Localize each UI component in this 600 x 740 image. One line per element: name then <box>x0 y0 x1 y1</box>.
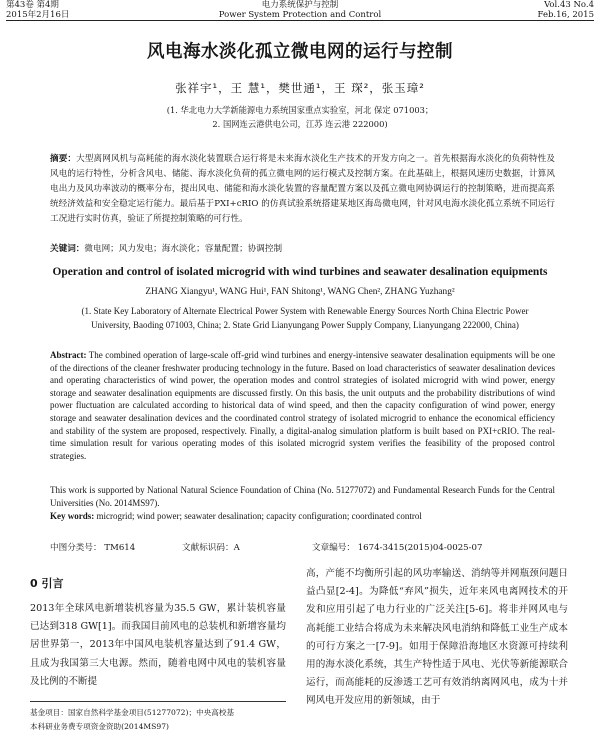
header-date-en: Feb.16, 2015 <box>537 10 594 20</box>
header-rule <box>6 20 594 21</box>
funding-en: This work is supported by National Natural Science Foundation of China (No. 51277072) and Fundamental Research Funds for the Central Universities (No. 2014MS97). <box>50 485 555 508</box>
keywords-cn-text: 微电网；风力发电；海水淡化；容量配置；协调控制 <box>84 244 283 254</box>
header-date: 2015年2月16日 <box>6 10 70 20</box>
intro-right-text: 高，产能不均衡所引起的风功率输送、消纳等并网瓶颈问题日益凸显[2-4]。为降低“弃风”损失，近年来风电离网技术的开发和应用引起了电力行业的广泛关注[5-6]。将非并网风电与高耗能工业结合将成为未来解决风电消纳和降低工业生产成本的可行方案之一[7-9]。如用于保障沿海地区水资源可持续利用的海水淡化系统，其生产特性适于风电、光伏等新能源联合运行，而高能耗的反渗透工艺可有效消纳离网风电，成为十并网风电开发应用的新领域，由于 <box>306 568 568 707</box>
abstract-cn <box>50 152 555 227</box>
intro-left-text: 2013年全球风电新增装机容量为35.5 GW，累计装机容量已达到318 GW[1]。而我国目前风电的总装机和新增容量均居世界第一，2013年中国风电装机容量达到了91.4 GW，且成为我国第三大电源。然而，随着电网中风电的装机容量及比例的不断提 <box>30 603 286 687</box>
keywords-cn-label: 关键词： <box>50 244 85 254</box>
keywords-cn <box>50 242 555 256</box>
intro-right-column <box>306 565 568 711</box>
paper-title-en: Operation and control of isolated microgrid with wind turbines and seawater desalination equipments <box>52 266 548 278</box>
authors-cn: 张祥宇¹，王 慧¹，樊世通¹，王 琛²，张玉璋² <box>175 81 425 95</box>
abstract-en <box>50 349 555 462</box>
header-volume: 第43卷 第4期 <box>6 0 59 10</box>
abstract-cn-text: 大型离网风机与高耗能的海水淡化装置联合运行将是未来海水淡化生产技术的开发方向之一。首先根据海水淡化的负荷特性及风电的运行特性，分析含风电、储能、海水淡化负荷的孤立微电网的运行模式及控制方案。在此基础上，根据风速历史数据，计算风电出力及风功率波动的概率分布，提出风电、储能和海水淡化装置的容量配置方案以及孤立微电网协调运行的控制策略，进而提高系统经济效益和安全稳定运行能力。最后基于PXI+cRIO 的仿真试验系统搭建某地区海岛微电网，针对风电海水淡化孤立系统不同运行工况进行实时仿真，验证了所提控制策略的可行性。 <box>50 154 555 224</box>
affiliations-cn <box>0 103 600 131</box>
header-journal-en: Power System Protection and Control <box>218 10 382 20</box>
authors-en: ZHANG Xiangyu¹, WANG Hui¹, FAN Shitong¹, WANG Chen², ZHANG Yuzhang² <box>145 287 455 297</box>
header-journal <box>0 0 600 20</box>
header-volume-en: Vol.43 No.4 <box>544 0 594 10</box>
section-heading-intro: 0 引言 <box>30 577 64 590</box>
keywords-en-text: microgrid; wind power; seawater desalination; capacity configuration; coordinated control <box>96 511 422 521</box>
footnote-rule <box>30 701 286 702</box>
affiliation-en: (1. State Key Laboratory of Alternate Electrical Power System with Renewable Energy Sources North China Electric Power University, Baoding 071003, China; 2. State Grid Lianyungang Power Supply Company, Lianyungang 222000, China) <box>81 306 529 330</box>
keywords-en-label: Key words: <box>50 511 95 521</box>
header-journal-cn: 电力系统保护与控制 <box>261 0 339 10</box>
affiliation-cn-2: 2. 国网连云港供电公司，江苏 连云港 222000) <box>212 119 388 129</box>
footnote-line-1: 基金项目：国家自然科学基金项目(51277072)；中央高校基 <box>30 708 235 717</box>
intro-left-column <box>30 600 286 691</box>
keywords-en <box>50 510 555 523</box>
abstract-cn-label: 摘要： <box>50 154 77 164</box>
footnote-line-2: 本科研业务费专项资金资助(2014MS97) <box>30 722 170 731</box>
header-right <box>538 0 594 20</box>
affiliation-cn-1: (1. 华北电力大学新能源电力系统国家重点实验室，河北 保定 071003； <box>166 105 434 115</box>
article-number: 文章编号： 1674-3415(2015)04-0025-07 <box>312 543 483 553</box>
clc-number: 中图分类号： TM614 <box>50 543 136 553</box>
abstract-en-text: The combined operation of large-scale off-grid wind turbines and energy-intensive seawater desalination equipments will be one of the directions of the cleaner freshwater producing technology in the future. Based on load characteristics of seawater desalination devices and operating characteristics of wind power, the operation modes and control strategies of isolated microgrid with wind power, energy storage and seawater desalination equipments are discussed firstly. On this basis, the unit outputs and the probability distributions of wind power fluctuation are calculated according to historical data of wind speed, and then the capacity configuration of wind power, energy storage and seawater desalination devices and the coordinated control strategy of isolated microgrid to enhance the economical efficiency and stability of the system are proposed, respectively. Finally, a digital-analog simulation platform is built based on PXI+cRIO. The real-time simulation result for various operating modes of this isolated microgrid system verifies the feasibility of the proposed control strategies. <box>50 350 555 461</box>
document-code: 文献标识码：A <box>182 543 240 553</box>
abstract-en-label: Abstract: <box>50 350 87 360</box>
funding-footnote <box>30 706 286 734</box>
running-header <box>0 0 600 22</box>
paper-title-cn: 风电海水淡化孤立微电网的运行与控制 <box>147 42 453 62</box>
